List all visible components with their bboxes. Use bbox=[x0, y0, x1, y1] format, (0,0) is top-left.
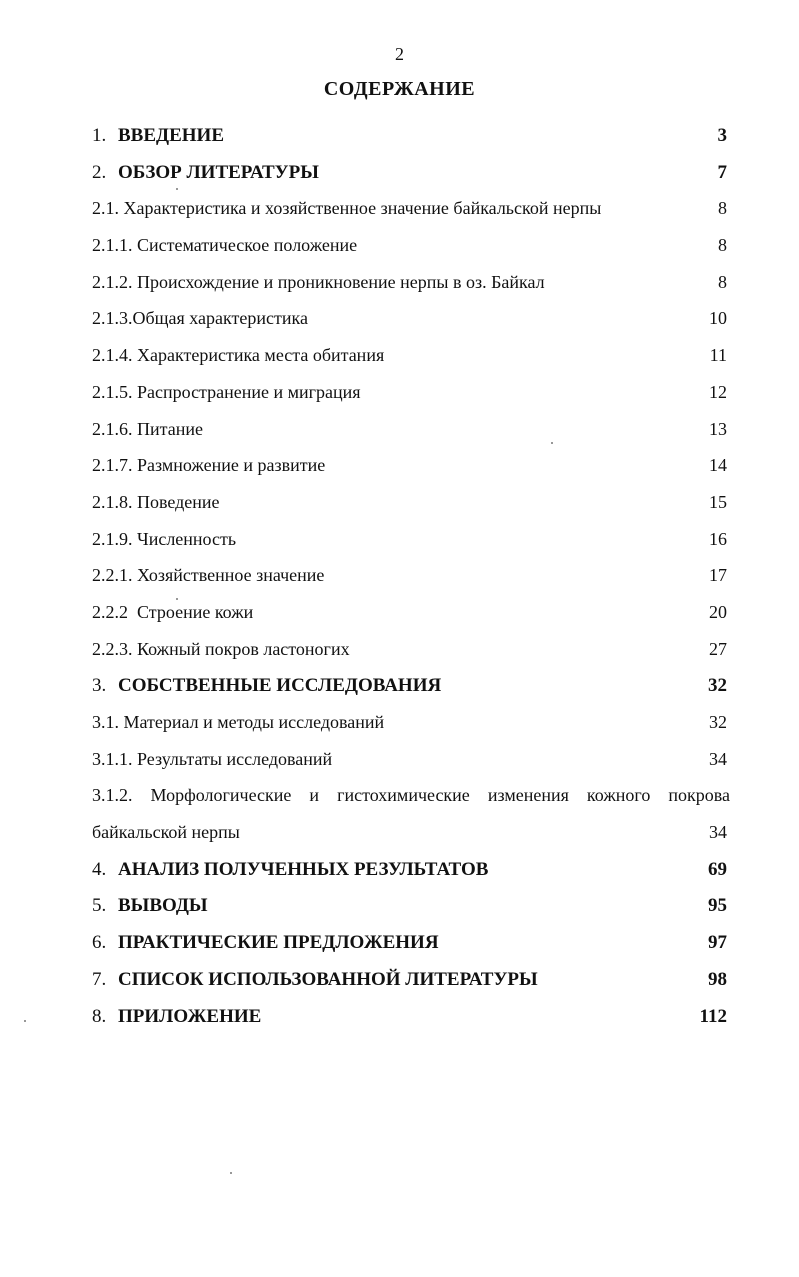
entry-text: ВЫВОДЫ bbox=[118, 895, 208, 917]
entry-page: 17 bbox=[709, 565, 727, 586]
entry-text: 2.2.1. Хозяйственное значение bbox=[92, 565, 325, 586]
entry-text: СПИСОК ИСПОЛЬЗОВАННОЙ ЛИТЕРАТУРЫ bbox=[118, 968, 538, 990]
toc-entry bbox=[92, 193, 730, 230]
entry-page: 11 bbox=[709, 345, 727, 366]
entry-page: 34 bbox=[709, 748, 727, 769]
entry-text: байкальской нерпы bbox=[92, 822, 240, 843]
entry-number: 4. bbox=[92, 858, 107, 880]
entry-text: ОБЗОР ЛИТЕРАТУРЫ bbox=[118, 161, 319, 183]
entry-page: 20 bbox=[709, 601, 727, 622]
entry-text: 3.1. Материал и методы исследований bbox=[92, 712, 385, 732]
entry-page: 32 bbox=[709, 712, 727, 732]
toc-entry bbox=[92, 634, 730, 671]
entry-text: ПРАКТИЧЕСКИЕ ПРЕДЛОЖЕНИЯ bbox=[118, 932, 439, 954]
scan-speck bbox=[230, 1172, 232, 1174]
entry-text: 2.2.2 Строение кожи bbox=[92, 601, 254, 622]
entry-text: 2.1.9. Численность bbox=[92, 528, 237, 549]
scan-speck bbox=[176, 598, 178, 600]
toc-entry bbox=[92, 927, 730, 964]
entry-number: 8. bbox=[92, 1005, 107, 1027]
toc-entry bbox=[92, 597, 730, 634]
entry-page: 10 bbox=[709, 308, 727, 329]
toc-entry bbox=[92, 560, 730, 597]
entry-page: 98 bbox=[708, 968, 727, 990]
entry-page: 16 bbox=[709, 528, 727, 549]
entry-page: 7 bbox=[717, 161, 727, 183]
toc-entry bbox=[92, 744, 730, 781]
entry-page: 112 bbox=[699, 1005, 727, 1027]
entry-page: 12 bbox=[709, 381, 727, 402]
entry-number: 7. bbox=[92, 968, 107, 990]
entry-page: 13 bbox=[709, 418, 727, 439]
toc-entry bbox=[92, 340, 730, 377]
entry-text: 2.2.3. Кожный покров ластоногих bbox=[92, 638, 350, 659]
entry-page: 34 bbox=[709, 822, 727, 843]
scan-speck bbox=[551, 442, 553, 444]
entry-text: 2.1.6. Питание bbox=[92, 418, 203, 439]
entry-text: ПРИЛОЖЕНИЕ bbox=[118, 1005, 262, 1027]
toc-entry bbox=[92, 157, 730, 194]
table-of-contents bbox=[92, 120, 730, 1037]
entry-page: 95 bbox=[708, 895, 727, 917]
entry-text: 2.1.5. Распространение и миграция bbox=[92, 381, 361, 402]
entry-page: 8 bbox=[718, 198, 727, 219]
toc-entry bbox=[92, 303, 730, 340]
entry-number: 3. bbox=[92, 675, 107, 697]
scan-speck bbox=[176, 188, 178, 190]
entry-text: 3.1.1. Результаты исследований bbox=[92, 748, 333, 769]
toc-entry bbox=[92, 854, 730, 891]
entry-page: 15 bbox=[709, 491, 727, 512]
entry-text: 2.1.1. Систематическое положение bbox=[92, 235, 358, 256]
toc-entry bbox=[92, 524, 730, 561]
toc-entry bbox=[92, 267, 730, 304]
toc-entry bbox=[92, 450, 730, 487]
entry-number: 2. bbox=[92, 161, 107, 183]
toc-entry bbox=[92, 377, 730, 414]
toc-entry bbox=[92, 670, 730, 707]
entry-number: 5. bbox=[92, 895, 107, 917]
entry-number: 6. bbox=[92, 932, 107, 954]
scan-speck bbox=[24, 1020, 26, 1022]
entry-number: 1. bbox=[92, 125, 107, 146]
toc-entry bbox=[92, 1001, 730, 1038]
entry-page: 14 bbox=[709, 455, 727, 476]
entry-page: 8 bbox=[718, 235, 727, 256]
toc-entry bbox=[92, 890, 730, 927]
toc-entry bbox=[92, 230, 730, 267]
toc-entry-continuation bbox=[92, 817, 730, 854]
entry-text: 2.1.7. Размножение и развитие bbox=[92, 455, 326, 476]
entry-text: АНАЛИЗ ПОЛУЧЕННЫХ РЕЗУЛЬТАТОВ bbox=[118, 858, 489, 880]
entry-page: 3 bbox=[717, 125, 727, 146]
page-number: 2 bbox=[395, 44, 404, 64]
entry-page: 32 bbox=[708, 675, 727, 697]
entry-text: 2.1.4. Характеристика места обитания bbox=[92, 345, 385, 366]
entry-page: 8 bbox=[718, 271, 727, 292]
entry-text: 2.1.8. Поведение bbox=[92, 491, 220, 512]
entry-text: 3.1.2. Морфологические и гистохимические изменения кожного покрова bbox=[92, 785, 730, 806]
entry-text: 2.1.2. Происхождение и проникновение нерпы в оз. Байкал bbox=[92, 271, 545, 292]
toc-entry bbox=[92, 487, 730, 524]
toc-entry bbox=[92, 964, 730, 1001]
entry-text: 2.1.3.Общая характеристика bbox=[92, 308, 308, 329]
toc-entry bbox=[92, 120, 730, 157]
page-title: СОДЕРЖАНИЕ bbox=[323, 78, 476, 100]
toc-entry bbox=[92, 414, 730, 451]
entry-text: 2.1. Характеристика и хозяйственное значение байкальской нерпы bbox=[92, 198, 602, 219]
toc-entry bbox=[92, 707, 730, 744]
entry-page: 97 bbox=[708, 932, 727, 954]
entry-text: ВВЕДЕНИЕ bbox=[118, 125, 224, 146]
entry-page: 69 bbox=[708, 858, 727, 880]
entry-page: 27 bbox=[709, 638, 727, 659]
entry-text: СОБСТВЕННЫЕ ИССЛЕДОВАНИЯ bbox=[118, 675, 442, 697]
toc-entry bbox=[92, 780, 730, 817]
